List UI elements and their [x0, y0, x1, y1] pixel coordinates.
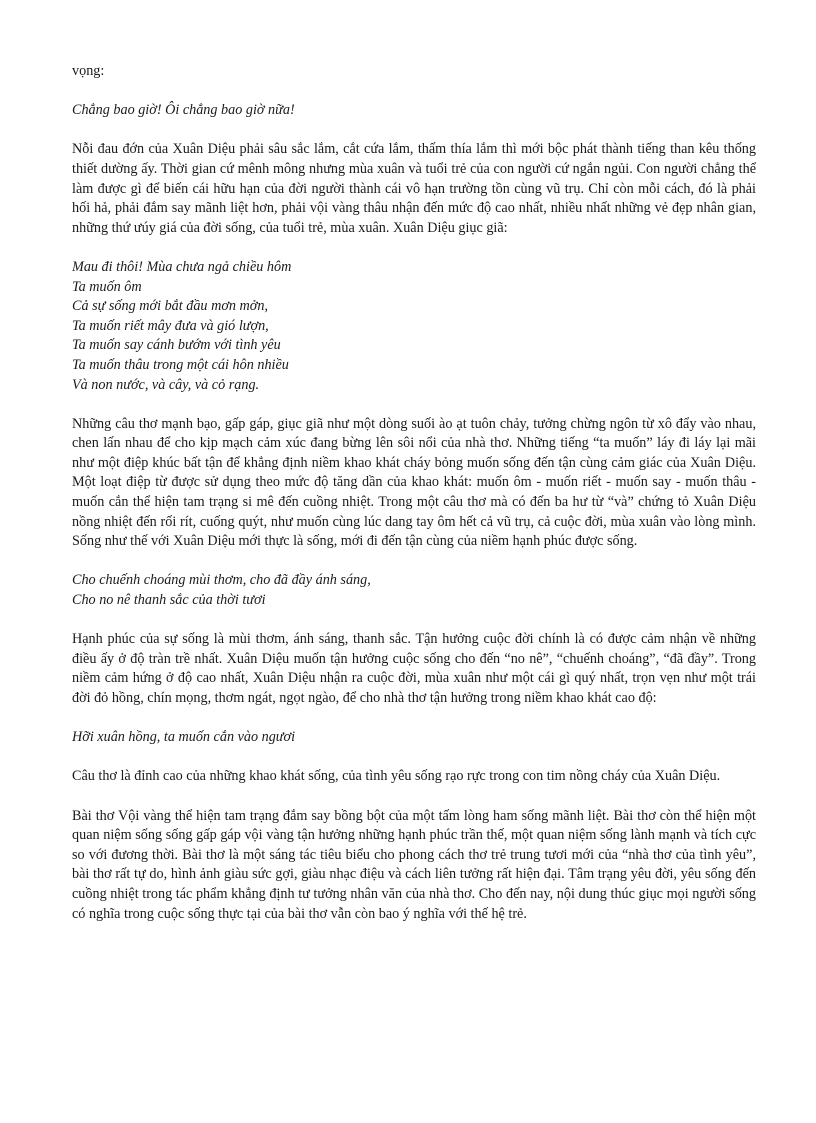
paragraph-5: Bài thơ Vội vàng thể hiện tam trạng đắm say bồng bột của một tấm lòng ham sống mãnh liệt. Bài thơ còn thể hiện một quan niệm sống sống gấp gáp vội vàng tận hưởng những hạnh phúc trần thế, một quan niệm sống lành mạnh và tích cực so với đương thời. Bài thơ là một sáng tác tiêu biểu cho phong cách thơ trẻ trung tươi mới của “nhà thơ của tình yêu”, bài thơ rất tự do, hình ảnh giàu sức gợi, giàu nhạc điệu và cách liên tưởng rất hiện đại. Tâm trạng yêu đời, yêu sống đến cuồng nhiệt trong tác phẩm khẳng định tư tưởng nhân văn của nhà thơ. Cho đến nay, nội dung thúc giục mọi người sống có nghĩa trong cuộc sống thực tại của bài thơ vẫn còn bao ý nghĩa với thế hệ trẻ. — [72, 807, 756, 922]
poem-line: Cho no nê thanh sắc của thời tươi — [72, 592, 266, 609]
poem-line: Và non nước, và cây, và cỏ rạng. — [72, 376, 260, 393]
poem-quote-1: Chẳng bao giờ! Ôi chẳng bao giờ nữa! — [72, 102, 295, 119]
poem-line: Ta muốn riết mây đưa và gió lượn, — [72, 317, 269, 334]
poem-line: Mau đi thôi! Mùa chưa ngả chiều hôm — [72, 258, 292, 275]
poem-line: Ta muốn ôm — [72, 278, 142, 295]
poem-line: Ta muốn thâu trong một cái hôn nhiều — [72, 356, 289, 373]
poem-quote-2: Hỡi xuân hồng, ta muốn cắn vào ngươi — [72, 729, 296, 746]
poem-stanza-1 — [72, 258, 756, 395]
poem-line: Ta muốn say cánh bướm với tình yêu — [72, 337, 281, 354]
poem-line: Cho chuếnh choáng mùi thơm, cho đã đầy ánh sáng, — [72, 572, 371, 589]
paragraph-continuation: vọng: — [72, 63, 105, 79]
poem-line: Cả sự sống mới bắt đầu mơn mởn, — [72, 298, 268, 315]
document-page — [72, 62, 756, 924]
paragraph-2: Những câu thơ mạnh bạo, gấp gáp, giục giã như một dòng suối ào ạt tuôn chảy, tưởng chừng ngôn từ xô đẩy vào nhau, chen lấn nhau để cho kịp mạch cảm xúc đang bừng lên sôi nổi của nhà thơ. Những tiếng “ta muốn” láy đi láy lại mãi như một điệp khúc bất tận để khẳng định niềm khao khát cháy bỏng muốn sống đến tận cùng cảm giác của Xuân Diệu. Một loạt điệp từ được sử dụng theo mức độ tăng dần của khao khát: muốn ôm - muốn riết - muốn say - muốn thâu - muốn cắn thể hiện tam trạng si mê đến cuồng nhiệt. Trong một câu thơ mà có đến ba hư từ “và” chứng tỏ Xuân Diệu nồng nhiệt đến rối rít, cuống quýt, như muốn cùng lúc dang tay ôm hết cả vũ trụ, cả cuộc đời, mùa xuân vào lòng mình. Sống như thế với Xuân Diệu mới thực là sống, mới đi đến tận cùng của niềm hạnh phúc được sống. — [72, 415, 756, 550]
poem-stanza-2 — [72, 571, 756, 610]
paragraph-1: Nỗi đau đớn của Xuân Diệu phải sâu sắc lắm, cắt cứa lắm, thấm thía lắm thì mới bộc phát thành tiếng than kêu thống thiết dường ấy. Thời gian cứ mênh mông nhưng mùa xuân và tuổi trẻ của con người cứ ngắn ngủi. Con người chẳng thể làm được gì để biến cái hữu hạn của đời người thành cái vô hạn trường tồn cùng vũ trụ. Chỉ còn mỗi cách, đó là phải hối hả, phải đắm say mãnh liệt hơn, phải vội vàng thâu nhận đến mức độ cao nhất, nhiều nhất những vẻ đẹp nhân gian, những thứ ưúy giá của đời sống, của tuổi trẻ, mùa xuân. Xuân Diệu giục giã: — [72, 141, 756, 236]
paragraph-3: Hạnh phúc của sự sống là mùi thơm, ánh sáng, thanh sắc. Tận hưởng cuộc đời chính là có được cảm nhận về những điều ấy ở độ tràn trề nhất. Xuân Diệu muốn tận hưởng cuộc sống cho đến “no nê”, “chuếnh choáng”, “đã đầy”. Trong niềm cảm hứng ở độ cao nhất, Xuân Diệu nhận ra cuộc đời, mùa xuân như một cái gì quý nhất, trọn vẹn như một trái đời đỏ hồng, chín mọng, thơm ngát, ngọt ngào, để cho nhà thơ tận hưởng trong niềm khao khát cao độ: — [72, 631, 756, 706]
paragraph-4: Câu thơ là đỉnh cao của những khao khát sống, của tình yêu sống rạo rực trong con tim nồng cháy của Xuân Diệu. — [72, 768, 721, 785]
